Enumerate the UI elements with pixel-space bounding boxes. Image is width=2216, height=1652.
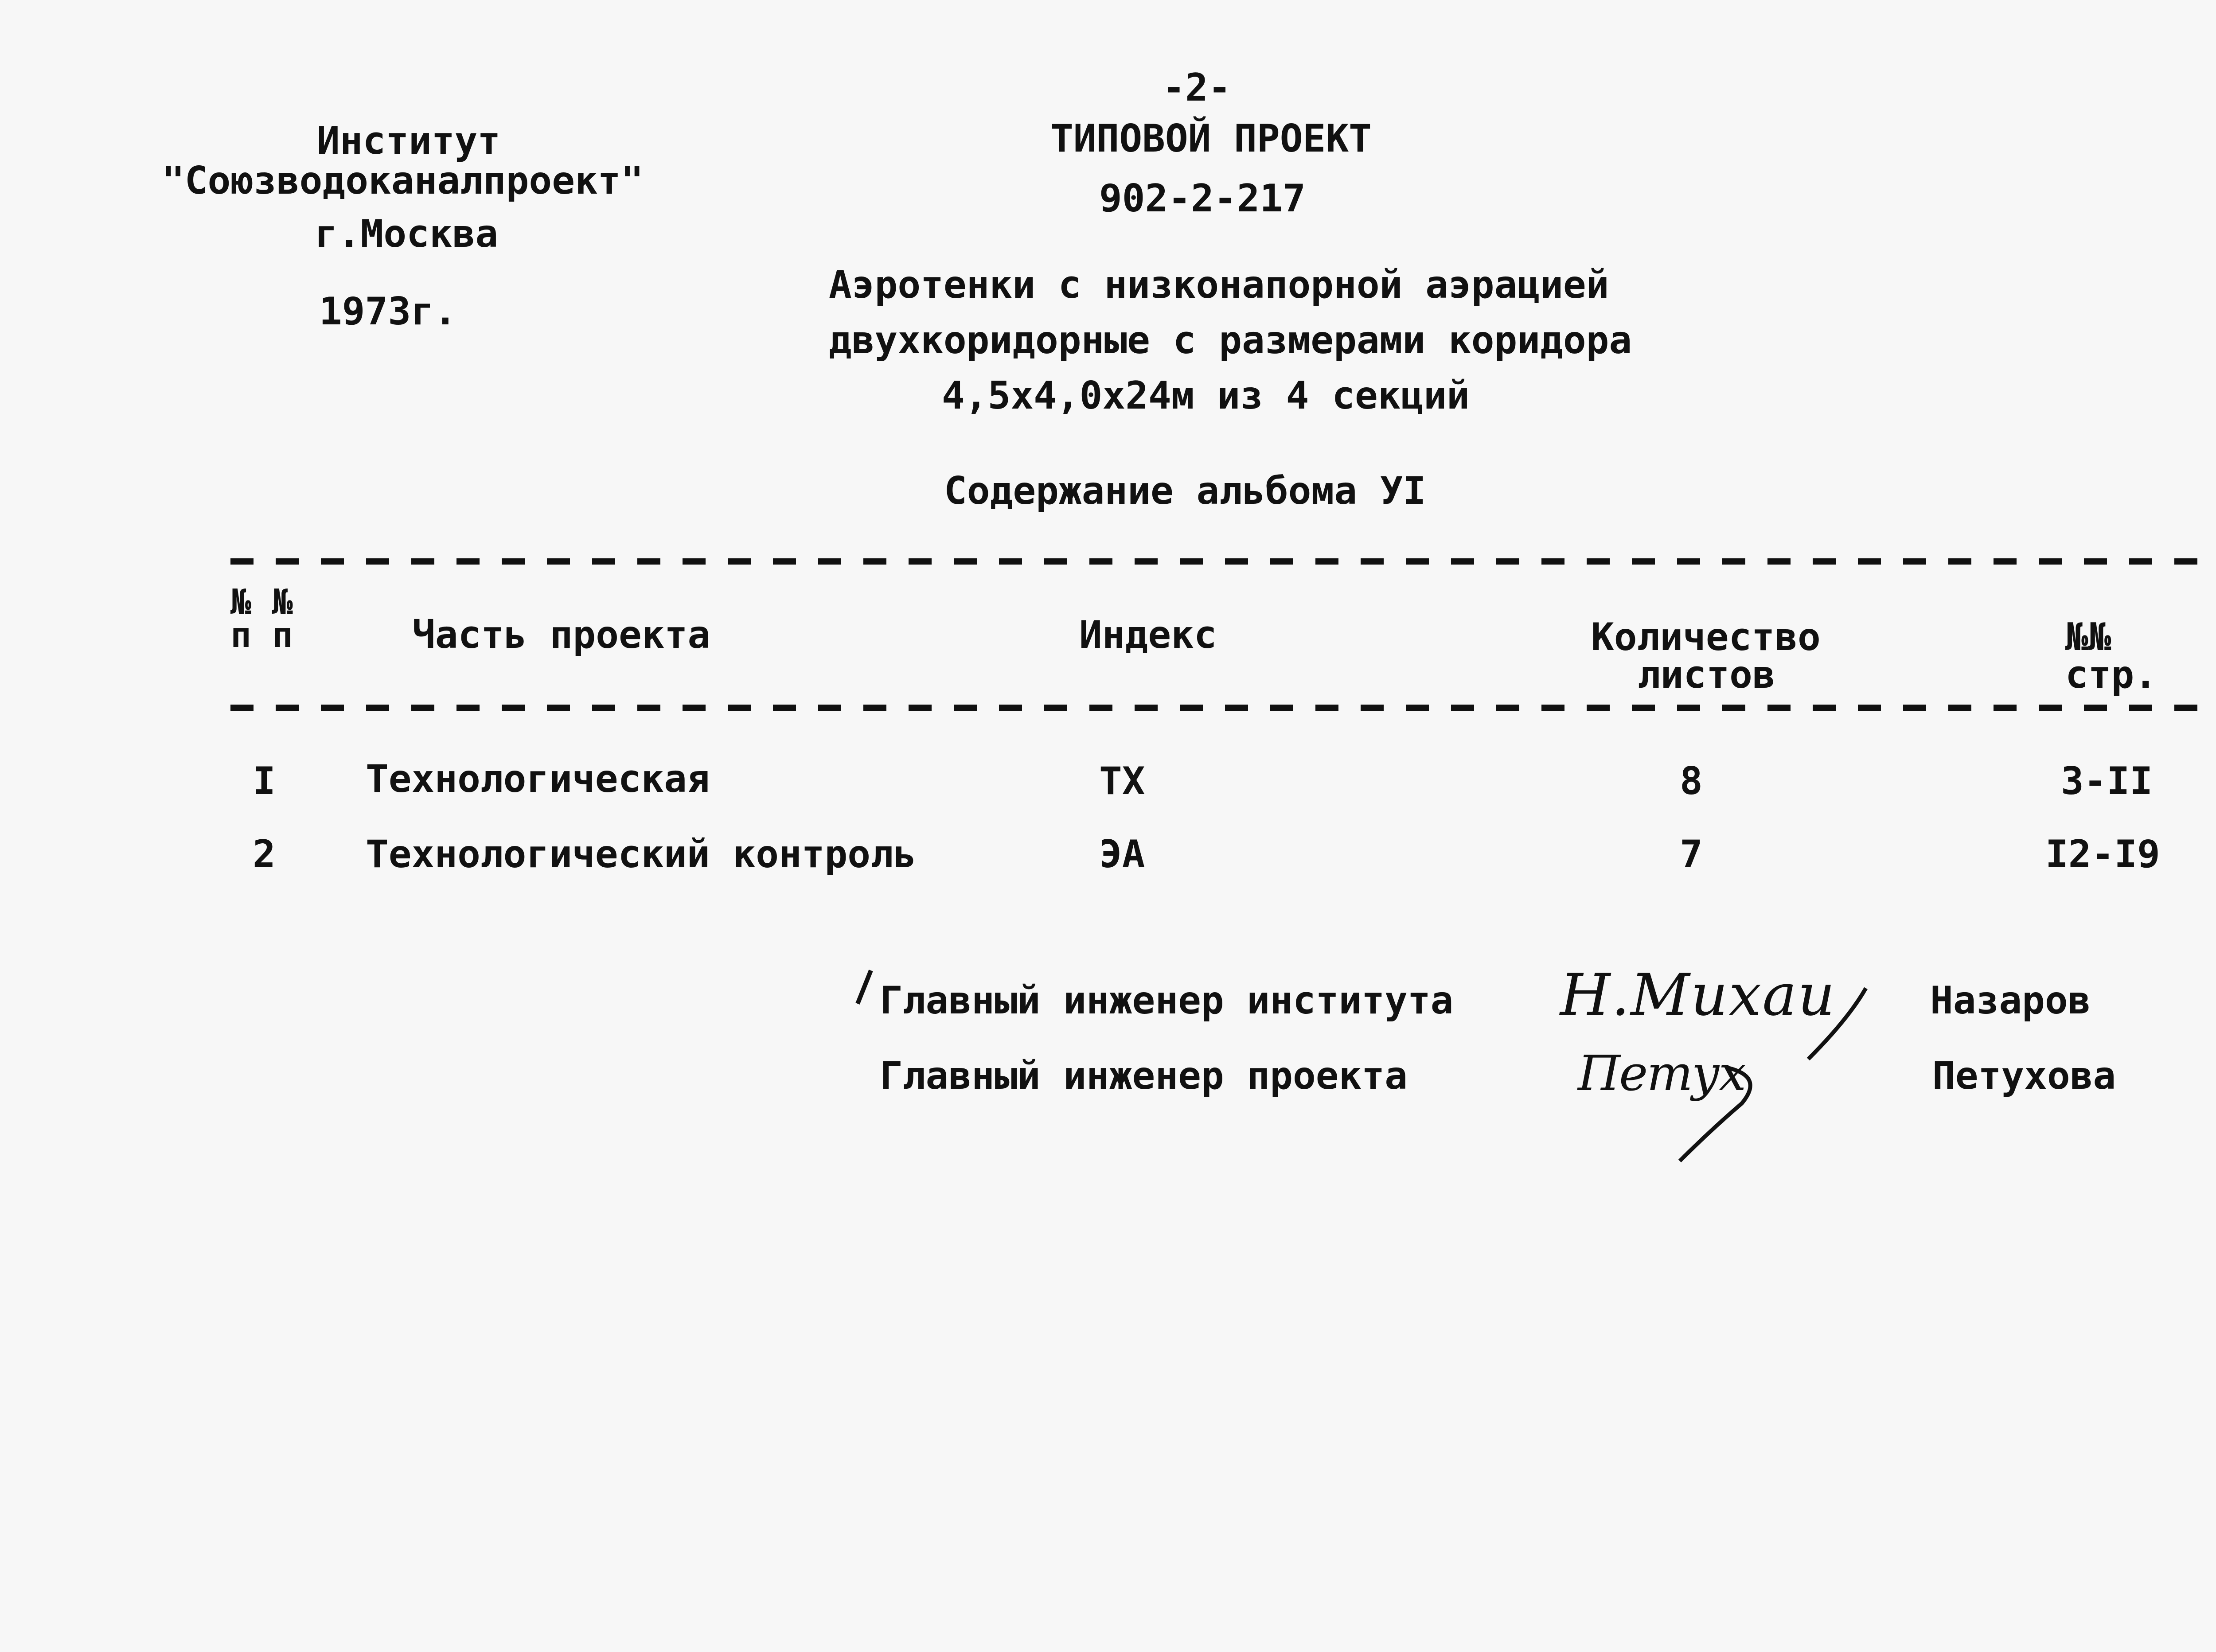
signatory-2-role: Главный инженер проекта [880,1054,1408,1098]
header-quantity-bottom: листов [1638,653,1775,697]
svg-text:Петух: Петух [1578,1045,1746,1102]
table-rule-header [230,705,2216,711]
project-description-line-1: Аэротенки с низконапорной аэрацией [829,263,1609,307]
signatory-1-role: Главный инженер института [880,978,1454,1023]
project-number: 902-2-217 [1099,176,1306,221]
signatory-1-name: Назаров [1930,978,2091,1023]
signatory-2-name: Петухова [1932,1054,2116,1098]
institute-year: 1973г. [319,289,457,334]
row-1-num: I [253,759,276,803]
row-2-pages: I2-I9 [2045,832,2160,877]
svg-text:Н.Михаи: Н.Михаи [1560,961,1835,1029]
project-description-line-2: двухкоридорные с размерами коридора [829,318,1632,362]
header-num-bottom: п п [230,616,293,655]
page-number: -2- [1162,66,1231,110]
project-heading: ТИПОВОЙ ПРОЕКТ [1050,117,1372,161]
header-quantity-top: Количество [1591,615,1821,659]
header-pages-bottom: стр. [2065,653,2157,697]
header-num-top: № № [230,582,293,622]
row-1-sheets: 8 [1680,759,1703,803]
row-1-part: Технологическая [366,757,710,801]
project-description-line-3: 4,5х4,0х24м из 4 секций [942,374,1470,418]
row-1-pages: 3-II [2061,759,2153,803]
table-rule-top [230,558,2216,565]
contents-title: Содержание альбома УI [944,469,1426,513]
header-pages-top: №№ [2065,615,2111,659]
signature-tick-mark [851,966,878,1010]
row-2-part: Технологический контроль [366,832,917,877]
header-index: Индекс [1079,613,1217,657]
institute-name: Институт [317,119,501,163]
institute-org: "Союзводоканалпроект" [162,159,644,203]
institute-city: г.Москва [315,212,499,256]
signature-2 [1578,1041,1808,1174]
row-1-index: ТХ [1099,759,1145,803]
row-2-index: ЭА [1099,832,1145,877]
row-2-num: 2 [253,832,276,877]
header-part: Часть проекта [412,613,711,657]
row-2-sheets: 7 [1680,832,1703,877]
